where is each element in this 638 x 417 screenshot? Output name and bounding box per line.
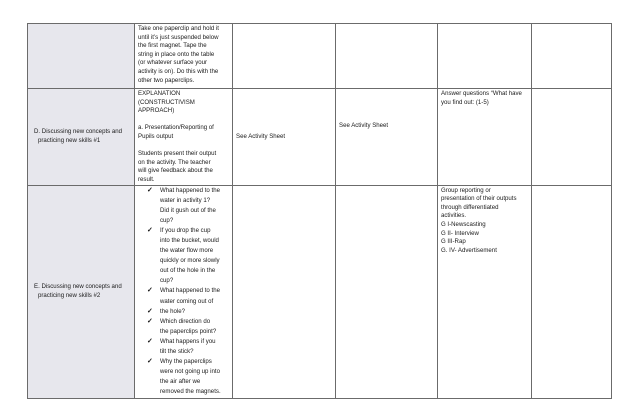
- question-line: the hole?: [160, 307, 186, 315]
- question-line: What happened to the: [160, 287, 220, 295]
- text-line: through differentiated: [441, 203, 499, 211]
- row-d-procedure-cell: [135, 89, 233, 186]
- table-row-e: [28, 185, 612, 398]
- text-line: you find out: (1-5): [441, 98, 489, 106]
- text-line: Students present their output: [138, 150, 217, 158]
- question-line: Did it gush out of the: [160, 206, 216, 214]
- question-item: [147, 286, 232, 306]
- row-e-label-cell: [28, 185, 135, 398]
- question-item: [147, 317, 232, 337]
- row-d-col5: [438, 89, 532, 186]
- text-line: EXPLANATION: [138, 90, 181, 97]
- question-line: the paperclips point?: [160, 327, 217, 335]
- row-e-group-reporting: [438, 186, 531, 256]
- row-d-body: [138, 150, 229, 184]
- row-e-label: [28, 283, 134, 300]
- row-e-question-list: [135, 186, 232, 398]
- question-line: Why the paperclips: [160, 358, 212, 366]
- row-e-col3: [233, 185, 336, 398]
- row-c-col6: [532, 24, 612, 89]
- text-line: presentation of their outputs: [441, 195, 517, 203]
- text-line: on the activity. The teacher: [138, 158, 211, 166]
- question-item: [147, 186, 232, 226]
- text-line: activities.: [441, 212, 467, 220]
- row-c-col3: [233, 24, 336, 89]
- table-row-c: [28, 24, 612, 89]
- row-d-procedure: [135, 89, 232, 185]
- question-line: cup?: [160, 277, 174, 285]
- row-c-col4: [336, 24, 438, 89]
- text-line: Answer questions “What have: [441, 90, 522, 97]
- question-line: quickly or more slowly: [160, 257, 220, 265]
- question-line: If you drop the cup: [160, 226, 211, 234]
- question-line: tilt the stick?: [160, 348, 194, 356]
- row-c-procedure: [135, 24, 232, 85]
- text-line: until it’s just suspended below: [138, 33, 219, 41]
- text-line: practicing new skills #2: [38, 291, 101, 299]
- row-e-col6: [532, 185, 612, 398]
- question-item: [147, 307, 232, 317]
- question-line: the water flow more: [160, 247, 214, 255]
- text-line: G III-Rap: [441, 238, 466, 246]
- checkmark-icon: ✓: [147, 287, 153, 295]
- checkmark-icon: ✓: [147, 337, 153, 345]
- checkmark-icon: ✓: [147, 307, 153, 315]
- row-d-answer-questions: [438, 89, 531, 107]
- question-line: water coming out of: [160, 297, 214, 305]
- checkmark-icon: ✓: [147, 186, 153, 194]
- text-line: result.: [138, 175, 155, 183]
- checkmark-icon: ✓: [147, 226, 153, 234]
- row-d-subheading: [138, 124, 229, 141]
- question-line: What happens if you: [160, 337, 216, 345]
- question-line: into the bucket, would: [160, 237, 219, 244]
- question-line: out of the hole in the: [160, 267, 216, 275]
- table-row-d: [28, 89, 612, 186]
- text-line: G II- Interview: [441, 229, 479, 237]
- row-e-col5: [438, 185, 532, 398]
- row-d-label: [28, 128, 134, 145]
- text-line: other two paperclips.: [138, 76, 195, 84]
- row-c-label-cell: [28, 24, 135, 89]
- text-line: G I-Newscasting: [441, 220, 486, 228]
- question-line: removed the magnets.: [160, 388, 221, 396]
- row-d-activity-sheet-1: See Activity Sheet: [236, 132, 286, 140]
- question-line: the air after we: [160, 378, 201, 386]
- text-line: (or whatever surface your: [138, 59, 208, 67]
- row-e-col4: [336, 185, 438, 398]
- text-line: G. IV- Advertisement: [441, 246, 497, 254]
- text-line: Take one paperclip and hold it: [138, 25, 219, 32]
- text-line: D. Discussing new concepts and: [34, 128, 123, 136]
- row-c-col5: [438, 24, 532, 89]
- question-line: What happened to the: [160, 186, 220, 194]
- row-e-procedure-cell: [135, 185, 233, 398]
- text-line: activity is on). Do this with the: [138, 67, 219, 75]
- row-d-heading: [138, 90, 229, 116]
- question-item: [147, 337, 232, 357]
- row-d-col3: [233, 89, 336, 186]
- text-line: Pupils output: [138, 132, 174, 140]
- question-line: Which direction do: [160, 317, 211, 325]
- row-d-activity-sheet-2: See Activity Sheet: [339, 121, 389, 129]
- text-line: string in place onto the table: [138, 50, 215, 58]
- text-line: practicing new skills #1: [38, 136, 101, 144]
- row-d-col4: [336, 89, 438, 186]
- row-d-col6: [532, 89, 612, 186]
- text-line: (CONSTRUCTIVISM: [138, 98, 195, 106]
- text-line: APPROACH): [138, 107, 175, 115]
- lesson-plan-table: [27, 23, 612, 399]
- question-line: cup?: [160, 216, 174, 224]
- question-item: [147, 357, 232, 397]
- text-line: the first magnet. Tape the: [138, 42, 207, 50]
- question-line: were not going up into: [160, 368, 220, 376]
- checkmark-icon: ✓: [147, 317, 153, 325]
- text-line: will give feedback about the: [138, 167, 213, 175]
- text-line: Group reporting or: [441, 186, 491, 194]
- row-d-label-cell: [28, 89, 135, 186]
- checkmark-icon: ✓: [147, 358, 153, 366]
- text-line: E. Discussing new concepts and: [34, 282, 122, 290]
- row-c-procedure-cell: [135, 24, 233, 89]
- question-item: [147, 226, 232, 287]
- question-line: water in activity 1?: [160, 196, 211, 204]
- text-line: a. Presentation/Reporting of: [138, 124, 214, 132]
